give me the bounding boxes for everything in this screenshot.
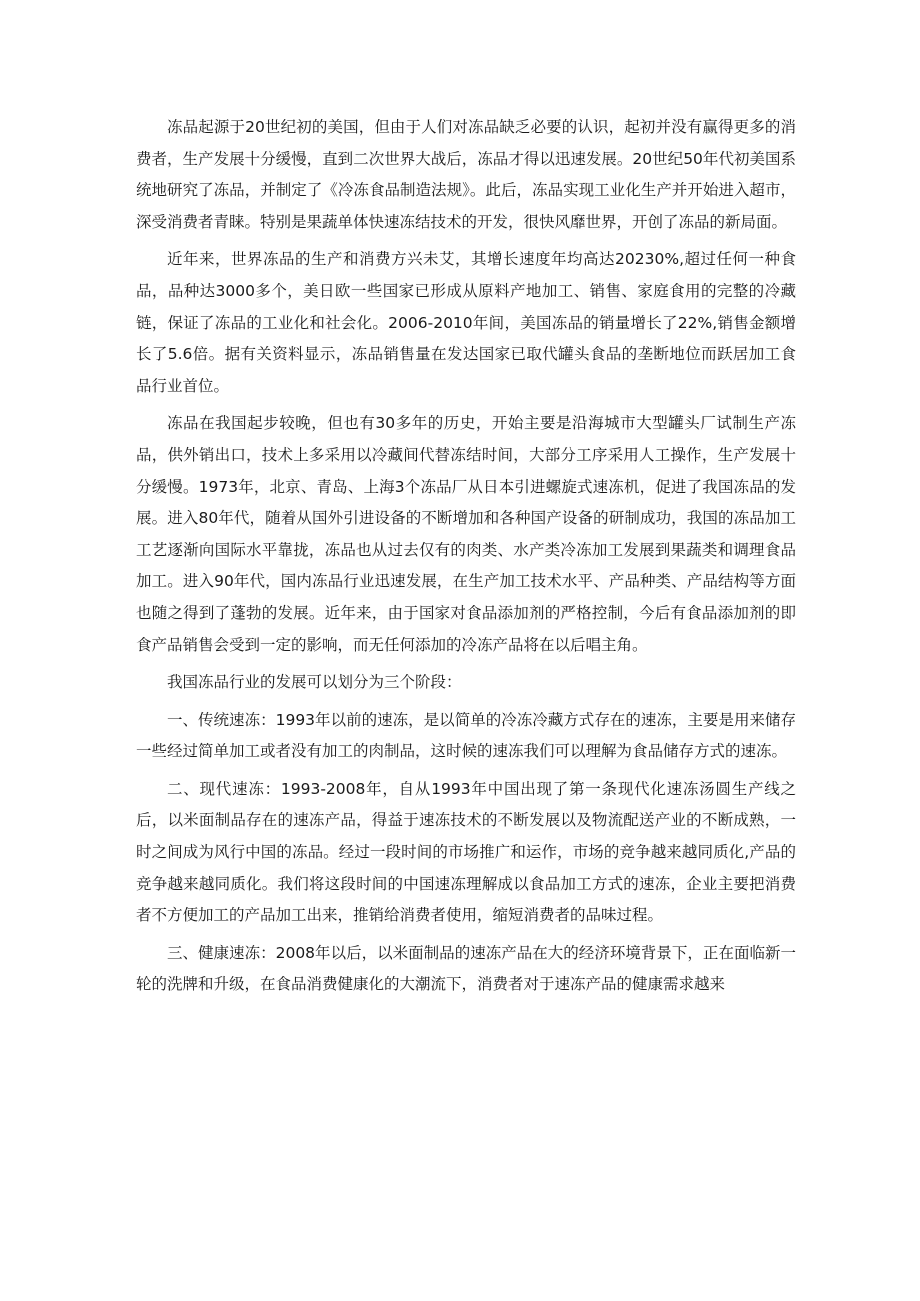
paragraph-world-growth: 近年来，世界冻品的生产和消费方兴未艾，其增长速度年均高达20230%,超过任何一种食品，品种达3000多个，美日欧一些国家已形成从原料产地加工、销售、家庭食用的完整的冷藏链，保证了冻品的工业化和社会化。2006-2010年间，美国冻品的销量增长了22%,销售金额增长了5.6倍。据有关资料显示，冻品销售量在发达国家已取代罐头食品的垄断地位而跃居加工食品行业首位。 — [136, 250, 796, 395]
paragraph-stage-healthy: 三、健康速冻：2008年以后，以米面制品的速冻产品在大的经济环境背景下，正在面临新一轮的洗牌和升级，在食品消费健康化的大潮流下，消费者对于速冻产品的健康需求越来 — [136, 943, 796, 994]
document-body — [136, 112, 796, 1007]
paragraph-stage-modern: 二、现代速冻：1993-2008年，自从1993年中国出现了第一条现代化速冻汤圆生产线之后，以米面制品存在的速冻产品，得益于速冻技术的不断发展以及物流配送产业的不断成熟，一时之间成为风行中国的冻品。经过一段时间的市场推广和运作，市场的竞争越来越同质化,产品的竞争越来越同质化。我们将这段时间的中国速冻理解成以食品加工方式的速冻，企业主要把消费者不方便加工的产品加工出来，推销给消费者使用，缩短消费者的品味过程。 — [136, 779, 796, 925]
paragraph-stage-traditional: 一、传统速冻：1993年以前的速冻，是以简单的冷冻冷藏方式存在的速冻，主要是用来储存一些经过简单加工或者没有加工的肉制品，这时候的速冻我们可以理解为食品储存方式的速冻。 — [136, 710, 796, 761]
paragraph-china-history: 冻品在我国起步较晚，但也有30多年的历史，开始主要是沿海城市大型罐头厂试制生产冻品，供外销出口，技术上多采用以冷藏间代替冻结时间，大部分工序采用人工操作，生产发展十分缓慢。1973年，北京、青岛、上海3个冻品厂从日本引进螺旋式速冻机，促进了我国冻品的发展。进入80年代，随着从国外引进设备的不断增加和各种国产设备的研制成功，我国的冻品加工工艺逐渐向国际水平靠拢，冻品也从过去仅有的肉类、水产类冷冻加工发展到果蔬类和调理食品加工。进入90年代，国内冻品行业迅速发展，在生产加工技术水平、产品种类、产品结构等方面也随之得到了蓬勃的发展。近年来，由于国家对食品添加剂的严格控制，今后有食品添加剂的即食产品销售会受到一定的影响，而无任何添加的冷冻产品将在以后唱主角。 — [136, 414, 796, 654]
paragraph-origin: 冻品起源于20世纪初的美国，但由于人们对冻品缺乏必要的认识，起初并没有赢得更多的消费者，生产发展十分缓慢，直到二次世界大战后，冻品才得以迅速发展。20世纪50年代初美国系统地研究了冻品，并制定了《冷冻食品制造法规》。此后，冻品实现工业化生产并开始进入超市，深受消费者青睐。特别是果蔬单体快速冻结技术的开发，很快风靡世界，开创了冻品的新局面。 — [136, 118, 796, 231]
paragraph-stages-intro: 我国冻品行业的发展可以划分为三个阶段： — [167, 673, 462, 692]
